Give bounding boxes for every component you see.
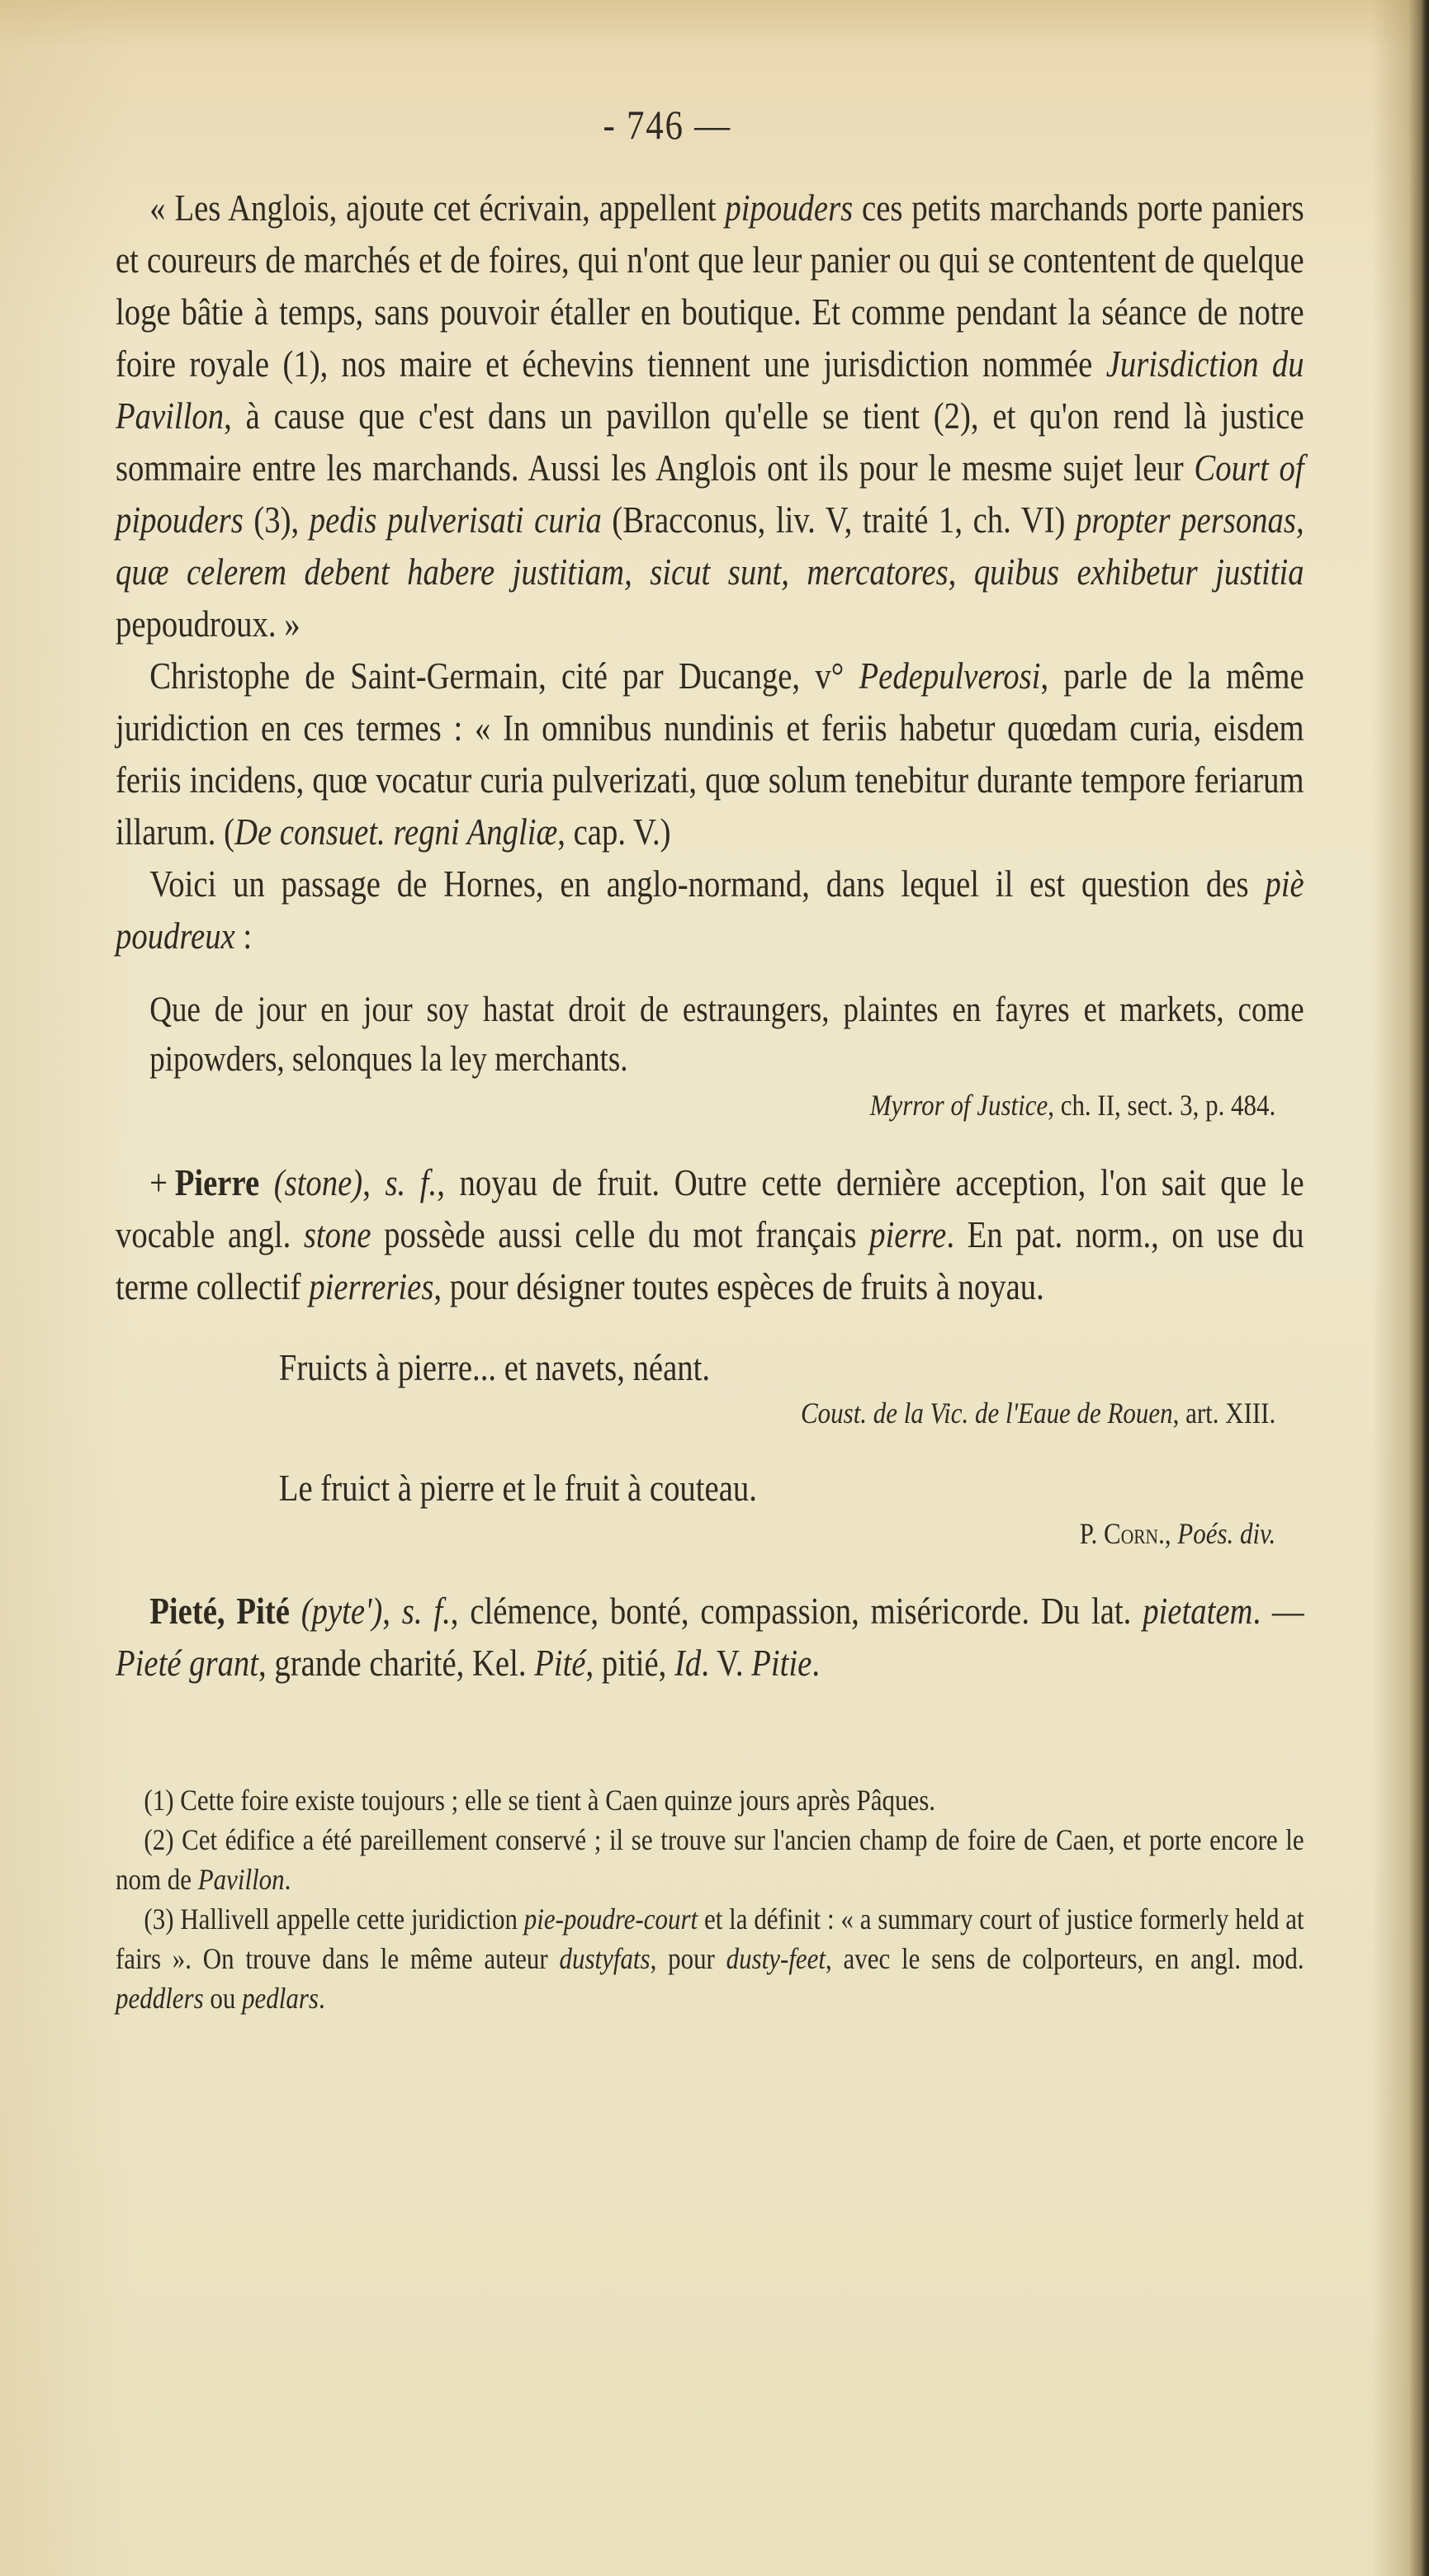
text-run: . — xyxy=(1252,1591,1304,1632)
text-run: , à cause que c'est dans un pavillon qu'elle se tient (2), et qu'on rend là justice sommaire entre les marchands. Aussi les Anglois ont ils pour le mesme sujet leur xyxy=(116,395,1304,489)
text-run: P. Corn. xyxy=(1079,1517,1165,1550)
italic-text: pedlars xyxy=(242,1982,319,2015)
text-run: . En pat. norm., on use du terme collectif xyxy=(116,1214,1304,1307)
quote-paragraph xyxy=(116,182,1304,650)
italic-text: Pitie xyxy=(751,1642,812,1684)
footnote-3 xyxy=(116,1899,1304,2018)
text-run: , noyau de fruit. Outre cette dernière acception, l'on sait que le vocable angl. xyxy=(116,1162,1304,1255)
entry-gram: s. f. xyxy=(401,1591,451,1632)
text-run: , parle de la même juridiction en ces termes : « In omnibus nundinis et feriis habetur quœdam curia, eisdem feriis incidens, quœ vocatur curia pulverizati, quœ solum tenebitur durante tempore feriarum illarum. ( xyxy=(116,655,1304,853)
italic-text: Pité xyxy=(534,1642,586,1684)
italic-text: Court of pipouders xyxy=(116,447,1304,541)
italic-text: Pieté grant xyxy=(116,1642,259,1684)
text-run: . xyxy=(812,1642,820,1684)
entry-piete: Pieté, Pité (pyte'), s. f., clémence, bonté, compassion, miséricorde. Du lat. pietatem. — Pieté grant, grande charité, Kel. Pité, pitié, Id. V. Pitie. xyxy=(116,1591,1304,1684)
italic-text: Poés. div. xyxy=(1177,1517,1276,1550)
italic-text: stone xyxy=(303,1214,371,1255)
italic-text: dusty-feet xyxy=(726,1942,826,1975)
pierre-cite-1 xyxy=(116,1392,1275,1434)
text-run: (Bracconus, liv. V, traité 1, ch. VI) xyxy=(601,499,1076,541)
italic-text: pietatem xyxy=(1143,1591,1253,1632)
hornes-citation xyxy=(116,1085,1275,1126)
italic-text: pierreries xyxy=(309,1266,434,1307)
text-run: , xyxy=(1164,1517,1178,1550)
entry-headword: Pieté, Pité xyxy=(149,1591,290,1632)
entry-etymon: (stone) xyxy=(273,1162,363,1203)
text-run: (3) Hallivell appelle cette juridiction xyxy=(144,1902,524,1936)
text-run: ou xyxy=(203,1982,243,2015)
book-gutter-edge xyxy=(1371,0,1429,2576)
footnotes xyxy=(116,1780,1304,2018)
page-number: - 746 — xyxy=(603,102,731,148)
italic-text: De consuet. regni Angliæ xyxy=(234,811,558,853)
italic-text: pierre xyxy=(869,1214,947,1255)
italic-text: propter personas, quæ celerem debent habere justitiam, sicut sunt, mercatores, quibus exhibetur justitia xyxy=(116,499,1304,593)
text-run: Christophe de Saint-Germain, cité par Ducange, v° xyxy=(149,655,859,697)
italic-text: Pavillon xyxy=(197,1863,285,1896)
text-run: Voici un passage de Hornes, en anglo-normand, dans lequel il est question des xyxy=(149,863,1266,905)
text-run: , avec le sens de colporteurs, en angl. mod. xyxy=(826,1942,1304,1975)
text-run: possède aussi celle du mot français xyxy=(371,1214,870,1255)
text-run: , pour désigner toutes espèces de fruits à noyau. xyxy=(433,1266,1044,1307)
text-run: ces petits marchands porte paniers et coureurs de marchés et de foires, qui n'ont que leur panier ou qui se contentent de quelque loge bâtie à temps, sans pouvoir étaller en boutique. Et comme pendant la séance de notre foire royale (1), nos maire et échevins tiennent une jurisdiction nommée xyxy=(116,187,1304,385)
italic-text: pipouders xyxy=(725,187,854,229)
entry-definition xyxy=(116,1591,1304,1684)
text-run: « Les Anglois, ajoute cet écrivain, appellent xyxy=(149,187,726,229)
entry-gram: s. f. xyxy=(385,1162,438,1203)
cross-marker-icon: + xyxy=(149,1162,168,1203)
hornes-verse-quote: Que de jour en jour soy hastat droit de estraungers, plaintes en fayres et markets, come pipowders, selonques la ley merchants. xyxy=(149,990,1304,1079)
text-run: . xyxy=(284,1863,291,1896)
footnote-2 xyxy=(116,1820,1304,1899)
italic-text: Myrror of Justice xyxy=(869,1089,1048,1122)
italic-text: pie-poudre-court xyxy=(523,1902,698,1936)
page-top-shading xyxy=(0,0,1429,50)
text-run: , cap. V.) xyxy=(557,811,671,853)
text-run: . V. xyxy=(701,1642,752,1684)
christophe-paragraph xyxy=(116,650,1304,858)
italic-text: Jurisdiction du Pavillon xyxy=(116,343,1304,437)
text-run: pepoudroux. » xyxy=(116,603,300,645)
page-text-block xyxy=(116,99,1304,2018)
text-run: , pitié, xyxy=(585,1642,675,1684)
text-run: . xyxy=(318,1982,325,2015)
pierre-quote-1: Fruicts à pierre... et navets, néant. xyxy=(278,1347,711,1388)
text-run: (3), xyxy=(243,499,310,541)
entry-pierre: + Pierre (stone), s. f., noyau de fruit. Outre cette dernière acception, l'on sait que le vocable angl. stone possède aussi celle du mot français pierre. En pat. norm., on use du terme collectif pierreries, pour désigner toutes espèces de fruits à noyau. xyxy=(116,1162,1304,1307)
entry-etymon: (pyte') xyxy=(300,1591,383,1632)
pierre-quote-2: Le fruict à pierre et le fruit à couteau. xyxy=(278,1468,757,1509)
entry-headword: Pierre xyxy=(174,1162,260,1203)
pierre-cite-2 xyxy=(116,1513,1275,1554)
italic-text: pedis pulverisati curia xyxy=(309,499,602,541)
italic-text: dustyfats xyxy=(559,1942,651,1975)
text-run: (1) Cette foire existe toujours ; elle se tient à Caen quinze jours après Pâques. xyxy=(144,1784,936,1817)
text-run: , clémence, bonté, compassion, miséricorde. Du lat. xyxy=(450,1591,1143,1632)
italic-text: piè poudreux xyxy=(116,863,1304,957)
text-run: (2) Cet édifice a été pareillement conservé ; il se trouve sur l'ancien champ de foire de Caen, et porte encore le nom de xyxy=(116,1823,1304,1896)
italic-text: Pedepulverosi xyxy=(859,655,1041,697)
text-run: , grande charité, Kel. xyxy=(258,1642,535,1684)
text-run: , art. XIII. xyxy=(1172,1397,1276,1430)
hornes-paragraph xyxy=(116,858,1304,962)
text-run: : xyxy=(234,915,253,957)
footnote-1 xyxy=(116,1780,1304,1820)
text-run: et la définit : « a summary court of justice formerly held at fairs ». On trouve dans le même auteur xyxy=(116,1902,1304,1975)
italic-text: peddlers xyxy=(116,1982,204,2015)
italic-text: Id xyxy=(674,1642,702,1684)
text-run: , pour xyxy=(650,1942,726,1975)
italic-text: Coust. de la Vic. de l'Eaue de Rouen xyxy=(801,1397,1173,1430)
text-run: , ch. II, sect. 3, p. 484. xyxy=(1048,1089,1276,1122)
